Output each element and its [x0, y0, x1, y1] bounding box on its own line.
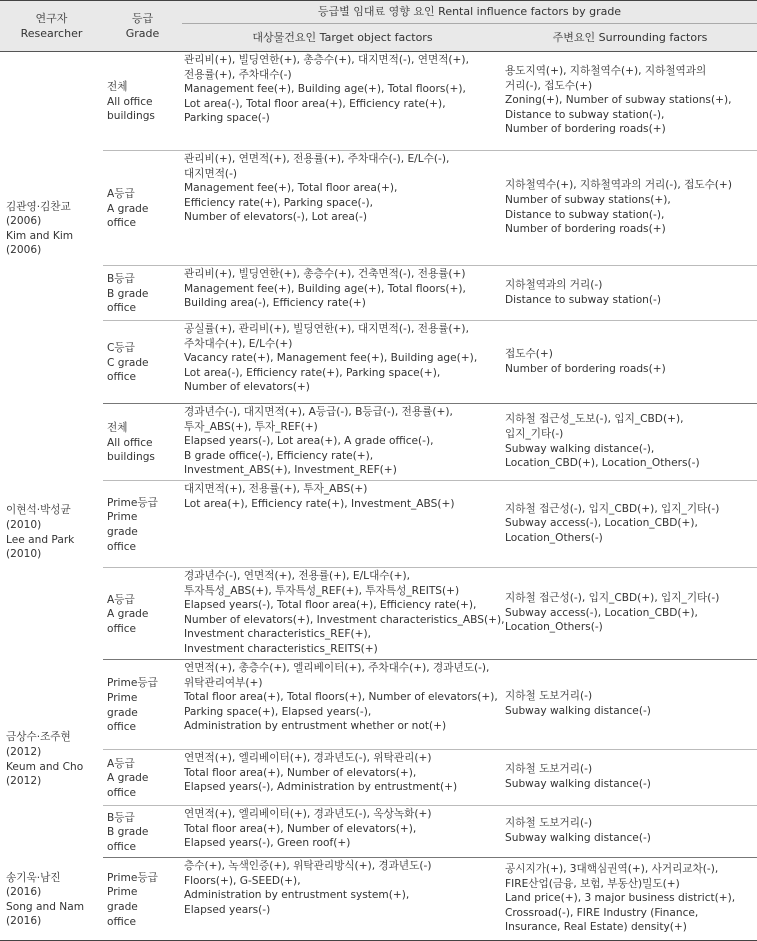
grade-line: grade [107, 526, 138, 539]
factor-line: 연면적(+), 엘리베이터(+), 경과년도(-), 위탁관리(+) [184, 752, 432, 765]
target-factors-cell [182, 52, 503, 151]
grade-line: A grade [107, 772, 149, 785]
researcher-line: (2010) [6, 518, 42, 531]
surrounding-factors-cell [503, 660, 757, 750]
factor-line: Efficiency rate(+), Parking space(-), [184, 196, 373, 209]
table-row [0, 806, 757, 858]
grade-line: office [107, 540, 137, 553]
factor-line: Number of elevators(+) [184, 381, 310, 394]
factor-line: Zoning(+), Number of subway stations(+), [505, 94, 732, 107]
target-factors-cell [182, 858, 503, 941]
researcher-line: (2016) [6, 886, 42, 899]
grade-line: C grade [107, 356, 149, 369]
grade-line: All office [107, 95, 153, 108]
factor-line: Subway walking distance(-), [505, 442, 655, 455]
factor-line: Land price(+), 3 major business district(+), [505, 892, 736, 905]
table-row [0, 404, 757, 481]
researcher-line: (2006) [6, 244, 42, 257]
grade-line: office [107, 302, 137, 315]
target-factors-cell [182, 750, 503, 806]
factor-line: 지하철 도보거리(-) [505, 763, 593, 776]
researcher-line: (2012) [6, 745, 42, 758]
grade-line: Prime등급 [107, 496, 158, 509]
grade-line: grade [107, 706, 138, 719]
factor-line: Insurance, Real Estate) density(+) [505, 921, 687, 934]
grade-line: B등급 [107, 811, 135, 824]
grade-cell [103, 404, 182, 481]
factor-line: Location_Others(-) [505, 621, 603, 634]
grade-line: office [107, 622, 137, 635]
factor-line: Management fee(+), Building age(+), Total floors(+), [184, 282, 466, 295]
grade-line: All office [107, 436, 153, 449]
surrounding-factors-cell [503, 52, 757, 151]
grade-line: C등급 [107, 342, 135, 355]
factor-line: 관리비(+), 연면적(+), 전용률(+), 주차대수(-), E/L수(-), [184, 153, 450, 165]
grade-line: 전체 [107, 81, 128, 94]
grade-line: office [107, 371, 137, 384]
grade-line: office [107, 786, 137, 799]
grade-line: B grade [107, 287, 149, 300]
factor-line: 거리(-), 접도수(+) [505, 79, 593, 92]
factor-line: 지하철 도보거리(-) [505, 690, 593, 703]
surrounding-factors-cell [503, 266, 757, 321]
factor-line: Number of subway stations(+), [505, 193, 671, 206]
factor-line: Elapsed years(-), Total floor area(+), Efficiency rate(+), [184, 599, 477, 612]
researcher-line: (2016) [6, 915, 42, 928]
grade-cell [103, 858, 182, 941]
grade-line: B grade [107, 826, 149, 839]
factor-line: Lot area(-), Total floor area(+), Efficiency rate(+), [184, 97, 446, 110]
grade-line: office [107, 915, 137, 928]
factor-line: 경과년수(-), 대지면적(+), A등급(-), B등급(-), 전용률(+), [184, 406, 453, 418]
factor-line: Management fee(+), Total floor area(+), [184, 182, 398, 195]
header-grade: 등급 Grade [103, 1, 182, 52]
researcher-line: 이현석·박성균 [6, 504, 71, 517]
target-factors-cell [182, 568, 503, 660]
target-factors-cell [182, 481, 503, 568]
factor-line: Elapsed years(-), Administration by entrustment(+) [184, 781, 458, 794]
grade-line: office [107, 840, 137, 853]
target-factors-cell [182, 660, 503, 750]
grade-line: A등급 [107, 757, 135, 770]
grade-line: A등급 [107, 188, 135, 201]
researcher-line: Lee and Park [6, 533, 75, 546]
grade-line: B등급 [107, 273, 135, 286]
researcher-cell [0, 52, 103, 404]
header-surrounding-factors: 주변요인 Surrounding factors [503, 24, 757, 52]
target-factors-cell [182, 321, 503, 404]
grade-line: buildings [107, 110, 155, 123]
factor-line: 지하철 접근성(-), 입지_CBD(+), 입지_기타(-) [505, 592, 720, 605]
researcher-line: Kim and Kim [6, 229, 74, 242]
grade-cell [103, 806, 182, 858]
factor-line: Lot area(-), Efficiency rate(+), Parking space(+), [184, 366, 441, 379]
grade-line: Prime등급 [107, 871, 158, 884]
factor-line: Subway access(-), Location_CBD(+), [505, 606, 698, 619]
factor-line: Investment_ABS(+), Investment_REF(+) [184, 464, 397, 477]
grade-line: buildings [107, 451, 155, 464]
grade-cell [103, 660, 182, 750]
grade-cell [103, 321, 182, 404]
factor-line: 공실률(+), 관리비(+), 빌딩연한(+), 대지면적(-), 전용률(+), [184, 323, 469, 335]
factor-line: Distance to subway station(-), [505, 208, 665, 221]
grade-line: office [107, 217, 137, 230]
factor-line: Distance to subway station(-) [505, 293, 661, 306]
factor-line: Subway walking distance(-) [505, 778, 651, 791]
factor-line: 관리비(+), 빌딩연한(+), 총층수(+), 건축면적(-), 전용률(+) [184, 268, 466, 280]
factor-line: 지하철 도보거리(-) [505, 817, 593, 830]
table-body [0, 52, 757, 941]
researcher-line: (2010) [6, 548, 42, 561]
grade-line: Prime [107, 886, 138, 899]
factor-line: Investment characteristics_REF(+), [184, 628, 371, 641]
grade-line: A grade [107, 202, 149, 215]
factor-line: Location_Others(-) [505, 531, 603, 544]
factor-line: Administration by entrustment whether or not(+) [184, 720, 447, 733]
factor-line: 지하철 접근성_도보(-), 입지_CBD(+), [505, 413, 684, 426]
factor-line: 층수(+), 녹색인증(+), 위탁관리방식(+), 경과년도(-) [184, 860, 432, 873]
factor-line: Administration by entrustment system(+), [184, 889, 410, 902]
researcher-cell [0, 404, 103, 660]
factor-line: Number of elevators(-), Lot area(-) [184, 211, 368, 224]
factor-line: 지하철역수(+), 지하철역과의 거리(-), 접도수(+) [505, 179, 732, 192]
factor-line: Location_CBD(+), Location_Others(-) [505, 457, 700, 470]
grade-cell [103, 568, 182, 660]
factor-line: Distance to subway station(-), [505, 108, 665, 121]
factor-line: Total floor area(+), Number of elevators(+), [184, 822, 417, 835]
table-row [0, 568, 757, 660]
target-factors-cell [182, 151, 503, 266]
factor-line: Elapsed years(-), Green roof(+) [184, 837, 351, 850]
factor-line: Number of bordering roads(+) [505, 123, 666, 136]
grade-cell [103, 750, 182, 806]
table-row [0, 660, 757, 750]
factor-line: 용도지역(+), 지하철역수(+), 지하철역과의 [505, 64, 707, 77]
header-factors-title: 등급별 임대료 영향 요인 Rental influence factors by grade [182, 1, 757, 24]
factor-line: 연면적(+), 엘리베이터(+), 경과년도(-), 옥상녹화(+) [184, 808, 432, 821]
researcher-line: Keum and Cho [6, 760, 84, 773]
factor-line: 대지면적(-) [184, 167, 238, 180]
header-researcher: 연구자 Researcher [0, 1, 103, 52]
table-row [0, 266, 757, 321]
grade-line: Prime [107, 691, 138, 704]
target-factors-cell [182, 806, 503, 858]
factor-line: Total floor area(+), Number of elevators(+), [184, 766, 417, 779]
factor-line: 지하철 접근성(-), 입지_CBD(+), 입지_기타(-) [505, 502, 720, 515]
researcher-line: 송기욱·남진 [6, 871, 61, 884]
factor-line: 입지_기타(-) [505, 427, 564, 440]
grade-line: grade [107, 901, 138, 914]
table-row [0, 52, 757, 151]
table-row [0, 858, 757, 941]
surrounding-factors-cell [503, 404, 757, 481]
factor-line: 관리비(+), 빌딩연한(+), 총층수(+), 대지면적(-), 연면적(+), [184, 54, 469, 66]
factor-line: Number of elevators(+), Investment characteristics_ABS(+), [184, 613, 505, 626]
factor-line: 위탁관리여부(+) [184, 676, 263, 689]
surrounding-factors-cell [503, 481, 757, 568]
grade-line: office [107, 721, 137, 734]
table-row [0, 321, 757, 404]
researcher-line: Song and Nam [6, 900, 85, 913]
grade-line: 전체 [107, 422, 128, 435]
factor-line: 지하철역과의 거리(-) [505, 278, 603, 291]
table-row [0, 750, 757, 806]
factor-line: 투자특성_ABS(+), 투자특성_REF(+), 투자특성_REITS(+) [184, 584, 460, 597]
grade-line: A등급 [107, 593, 135, 606]
factor-line: 대지면적(+), 전용률(+), 투자_ABS(+) [184, 483, 368, 496]
researcher-cell [0, 660, 103, 858]
factor-line: Number of bordering roads(+) [505, 362, 666, 375]
researcher-line: (2006) [6, 215, 42, 228]
surrounding-factors-cell [503, 806, 757, 858]
surrounding-factors-cell [503, 151, 757, 266]
factor-line: Subway walking distance(-) [505, 832, 651, 845]
researcher-line: (2012) [6, 775, 42, 788]
factor-line: B grade office(-), Efficiency rate(+), [184, 449, 374, 462]
factor-line: Elapsed years(-) [184, 903, 271, 916]
factor-line: Crossroad(-), FIRE Industry (Finance, [505, 906, 699, 919]
surrounding-factors-cell [503, 568, 757, 660]
factor-line: 경과년수(-), 연면적(+), 전용률(+), E/L대수(+), [184, 570, 411, 583]
factor-line: 전용률(+), 주차대수(-) [184, 68, 292, 81]
surrounding-factors-cell [503, 858, 757, 941]
header-target-factors: 대상물건요인 Target object factors [182, 24, 503, 52]
factor-line: Parking space(-) [184, 112, 270, 125]
grade-cell [103, 151, 182, 266]
factor-line: Management fee(+), Building age(+), Total floors(+), [184, 83, 466, 96]
factor-line: Lot area(+), Efficiency rate(+), Investment_ABS(+) [184, 497, 455, 510]
grade-line: Prime등급 [107, 677, 158, 690]
factor-line: Subway access(-), Location_CBD(+), [505, 517, 698, 530]
factor-line: 연면적(+), 총층수(+), 엘리베이터(+), 주차대수(+), 경과년도(-), [184, 662, 490, 675]
factor-line: 공시지가(+), 3대핵심권역(+), 사거리교차(-), [505, 863, 719, 876]
researcher-cell [0, 858, 103, 941]
factor-line: Number of bordering roads(+) [505, 223, 666, 236]
factor-line: 투자_ABS(+), 투자_REF(+) [184, 420, 318, 433]
factor-line: Total floor area(+), Total floors(+), Number of elevators(+), [184, 691, 498, 704]
target-factors-cell [182, 404, 503, 481]
grade-cell [103, 266, 182, 321]
factor-line: Vacancy rate(+), Management fee(+), Building age(+), [184, 352, 478, 365]
grade-line: A grade [107, 608, 149, 621]
surrounding-factors-cell [503, 321, 757, 404]
grade-cell [103, 481, 182, 568]
researcher-line: 금상수·조주현 [6, 731, 71, 744]
grade-cell [103, 52, 182, 151]
factor-line: Investment characteristics_REITS(+) [184, 643, 378, 656]
table-row [0, 481, 757, 568]
factor-line: Subway walking distance(-) [505, 705, 651, 718]
grade-line: Prime [107, 511, 138, 524]
table-row [0, 151, 757, 266]
target-factors-cell [182, 266, 503, 321]
factor-line: 주차대수(+), E/L수(+) [184, 337, 293, 350]
factor-line: 접도수(+) [505, 347, 553, 360]
factor-line: Elapsed years(-), Lot area(+), A grade office(-), [184, 435, 434, 448]
surrounding-factors-cell [503, 750, 757, 806]
factor-line: Building area(-), Efficiency rate(+) [184, 297, 366, 310]
factor-line: FIRE산업(금융, 보험, 부동산)밀도(+) [505, 877, 680, 890]
factor-line: Floors(+), G-SEED(+), [184, 874, 301, 887]
factor-line: Parking space(+), Elapsed years(-), [184, 705, 372, 718]
researcher-line: 김관영·김찬교 [6, 200, 71, 213]
